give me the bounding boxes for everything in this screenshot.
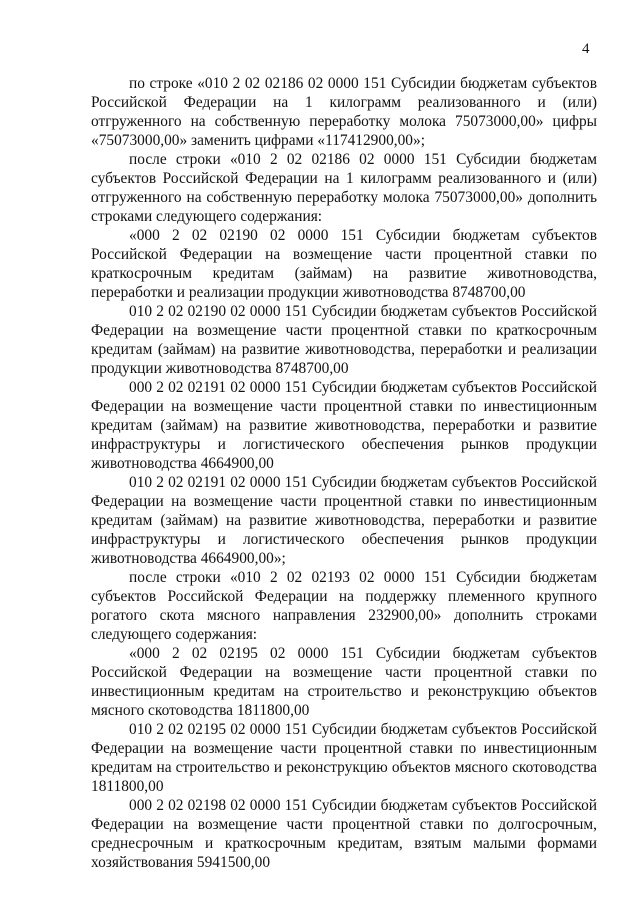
paragraph-2: после строки «010 2 02 02186 02 0000 151 Субсидии бюджетам субъектов Российской Федерации на 1 килограмм реализованного и (или) отгруженного на собственную переработку молока 75073000,00» дополнить строками следующего содержания: bbox=[91, 151, 597, 225]
paragraph-7: после строки «010 2 02 02193 02 0000 151 Субсидии бюджетам субъектов Российской Федерации на поддержку племенного крупного рогатого скота мясного направления 232900,00» дополнить строками следующего содержания: bbox=[91, 569, 597, 643]
document-body bbox=[91, 74, 597, 872]
paragraph-9: 010 2 02 02195 02 0000 151 Субсидии бюджетам субъектов Российской Федерации на возмещение части процентной ставки по инвестиционным кредитам на строительство и реконструкцию объектов мясного скотоводства 1811800,00 bbox=[91, 721, 597, 795]
paragraph-4: 010 2 02 02190 02 0000 151 Субсидии бюджетам субъектов Российской Федерации на возмещение части процентной ставки по краткосрочным кредитам (займам) на развитие животноводства, переработки и реализации продукции животноводства 8748700,00 bbox=[91, 303, 597, 377]
paragraph-10: 000 2 02 02198 02 0000 151 Субсидии бюджетам субъектов Российской Федерации на возмещение части процентной ставки по долгосрочным, среднесрочным и краткосрочным кредитам, взятым малыми формами хозяйствования 5941500,00 bbox=[91, 797, 597, 871]
paragraph-8: «000 2 02 02195 02 0000 151 Субсидии бюджетам субъектов Российской Федерации на возмещение части процентной ставки по инвестиционным кредитам на строительство и реконструкцию объектов мясного скотоводства 1811800,00 bbox=[91, 645, 597, 719]
paragraph-1: по строке «010 2 02 02186 02 0000 151 Субсидии бюджетам субъектов Российской Федерации на 1 килограмм реализованного и (или) отгруженного на собственную переработку молока 75073000,00» цифры «75073000,00» заменить цифрами «117412900,00»; bbox=[91, 75, 597, 149]
page-number: 4 bbox=[582, 41, 590, 57]
paragraph-5: 000 2 02 02191 02 0000 151 Субсидии бюджетам субъектов Российской Федерации на возмещение части процентной ставки по инвестиционным кредитам (займам) на развитие животноводства, переработки и развитие инфраструктуры и логистического обеспечения рынков продукции животноводства 4664900,00 bbox=[91, 379, 597, 472]
paragraph-6: 010 2 02 02191 02 0000 151 Субсидии бюджетам субъектов Российской Федерации на возмещение части процентной ставки по инвестиционным кредитам (займам) на развитие животноводства, переработки и развитие инфраструктуры и логистического обеспечения рынков продукции животноводства 4664900,00»; bbox=[91, 474, 597, 567]
paragraph-3: «000 2 02 02190 02 0000 151 Субсидии бюджетам субъектов Российской Федерации на возмещение части процентной ставки по краткосрочным кредитам (займам) на развитие животноводства, переработки и реализации продукции животноводства 8748700,00 bbox=[91, 227, 597, 301]
